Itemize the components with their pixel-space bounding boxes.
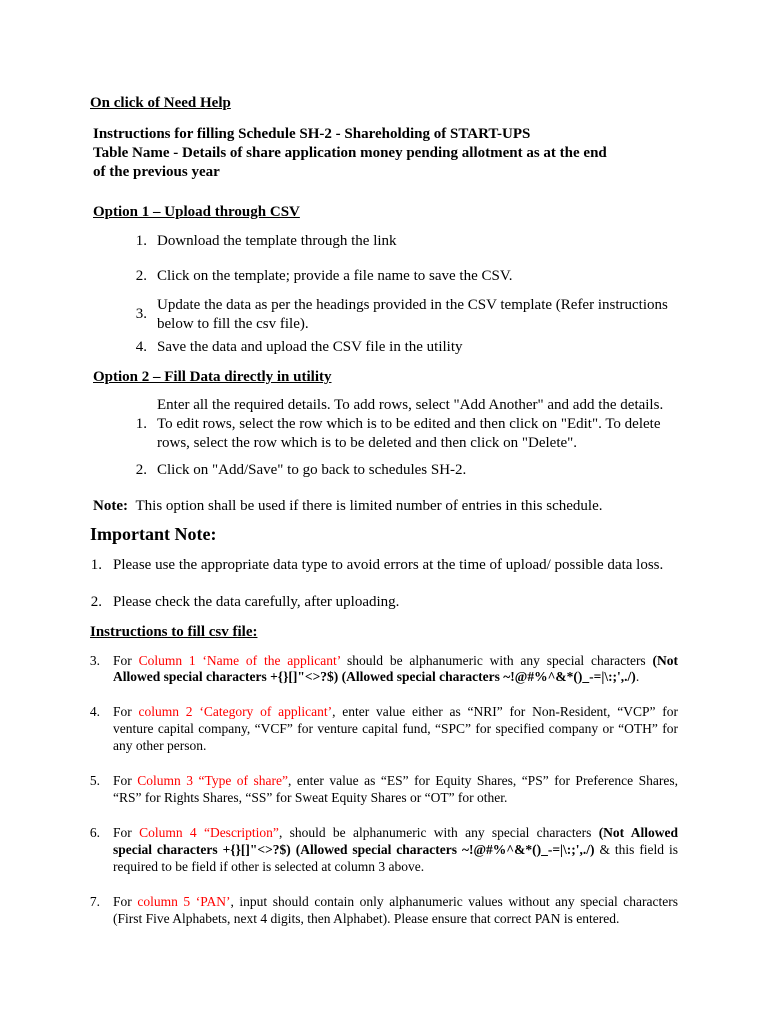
list-number: 6.	[89, 825, 100, 840]
list-text-line: For column 2 ‘Category of applicant’, enter value either as “NRI” for Non-Resident, “VCP” for	[113, 704, 678, 719]
list-number: 4.	[89, 704, 100, 719]
list-text-line: special characters +{}[]"<>?$) (Allowed special characters ~!@#%^&*()_-=|\:;',./) & this field is	[113, 842, 678, 857]
list-number: 3.	[135, 306, 147, 322]
list-text: Please check the data carefully, after uploading.	[113, 594, 400, 610]
need-help-heading: On click of Need Help	[90, 95, 231, 111]
list-number: 5.	[89, 773, 100, 788]
list-number: 3.	[89, 653, 100, 668]
list-item	[0, 593, 768, 612]
list-number: 7.	[89, 894, 100, 909]
list-text: Please use the appropriate data type to avoid errors at the time of upload/ possible data loss.	[113, 557, 664, 573]
list-text-line: For Column 4 “Description”, should be alphanumeric with any special characters (Not Allowed	[113, 825, 678, 840]
list-text-line: For column 5 ‘PAN’, input should contain only alphanumeric values without any special characters	[113, 894, 678, 909]
list-number: 1.	[135, 233, 147, 249]
note-text: This option shall be used if there is limited number of entries in this schedule.	[135, 498, 603, 514]
list-item	[0, 296, 768, 334]
option1-heading: Option 1 – Upload through CSV	[93, 204, 300, 220]
note-label: Note:	[93, 498, 128, 514]
list-text: Save the data and upload the CSV file in the utility	[157, 339, 463, 355]
list-text: To edit rows, select the row which is to be edited and then click on "Edit". To delete	[157, 416, 661, 432]
list-item	[0, 232, 768, 251]
list-text: rows, select the row which is to be deleted and then click on "Delete".	[157, 435, 578, 451]
list-text-line: any other person.	[113, 738, 207, 753]
list-number: 2.	[135, 268, 147, 284]
list-text-line: For Column 1 ‘Name of the applicant’ should be alphanumeric with any special characters (Not	[113, 653, 678, 668]
list-item	[0, 267, 768, 286]
column-ref: Column 4 “Description”	[139, 825, 279, 840]
important-note-heading: Important Note:	[90, 524, 217, 544]
list-text: Click on the template; provide a file name to save the CSV.	[157, 268, 513, 284]
list-item	[0, 461, 768, 480]
list-text-line: “RS” for Rights Shares, “SS” for Sweat Equity Shares or “OT” for other.	[113, 790, 508, 805]
list-number: 1.	[90, 557, 102, 573]
title-line-3: of the previous year	[93, 164, 220, 180]
column-ref: Column 3 “Type of share”	[137, 773, 289, 788]
list-item	[0, 396, 768, 453]
option2-heading: Option 2 – Fill Data directly in utility	[93, 369, 332, 385]
list-text: below to fill the csv file).	[157, 316, 309, 332]
list-number: 2.	[90, 594, 102, 610]
title-line-2: Table Name - Details of share application money pending allotment as at the end	[93, 145, 607, 161]
list-number: 2.	[135, 462, 147, 478]
list-text: Download the template through the link	[157, 233, 397, 249]
list-text: Enter all the required details. To add rows, select "Add Another" and add the details.	[157, 397, 664, 413]
title-line-1: Instructions for filling Schedule SH-2 - Shareholding of START-UPS	[93, 126, 531, 142]
list-text-line: Allowed special characters +{}[]"<>?$) (Allowed special characters ~!@#%^&*()_-=|\:;',./).	[113, 669, 640, 684]
column-ref: Column 1 ‘Name of the applicant’	[138, 653, 341, 668]
column-ref: column 2 ‘Category of applicant’	[138, 704, 333, 719]
list-item	[0, 556, 768, 575]
list-text-line: (First Five Alphabets, next 4 digits, then Alphabet). Please ensure that correct PAN is entered.	[113, 911, 620, 926]
csv-instructions-heading: Instructions to fill csv file:	[90, 624, 258, 640]
column-ref: column 5 ‘PAN’	[137, 894, 231, 909]
list-number: 1.	[135, 416, 147, 432]
list-text-line: venture capital company, “VCF” for venture capital fund, “SPC” for specified company or “OTH” for	[113, 721, 678, 736]
list-number: 4.	[135, 339, 147, 355]
note	[93, 497, 602, 516]
list-text-line: For Column 3 “Type of share”, enter value as “ES” for Equity Shares, “PS” for Preference Shares,	[113, 773, 679, 788]
list-text-line: required to be field if other is selected at column 3 above.	[113, 859, 425, 874]
list-text: Update the data as per the headings provided in the CSV template (Refer instructions	[157, 297, 668, 313]
document-title	[93, 125, 713, 182]
list-item	[0, 338, 768, 357]
list-text: Click on "Add/Save" to go back to schedules SH-2.	[157, 462, 467, 478]
